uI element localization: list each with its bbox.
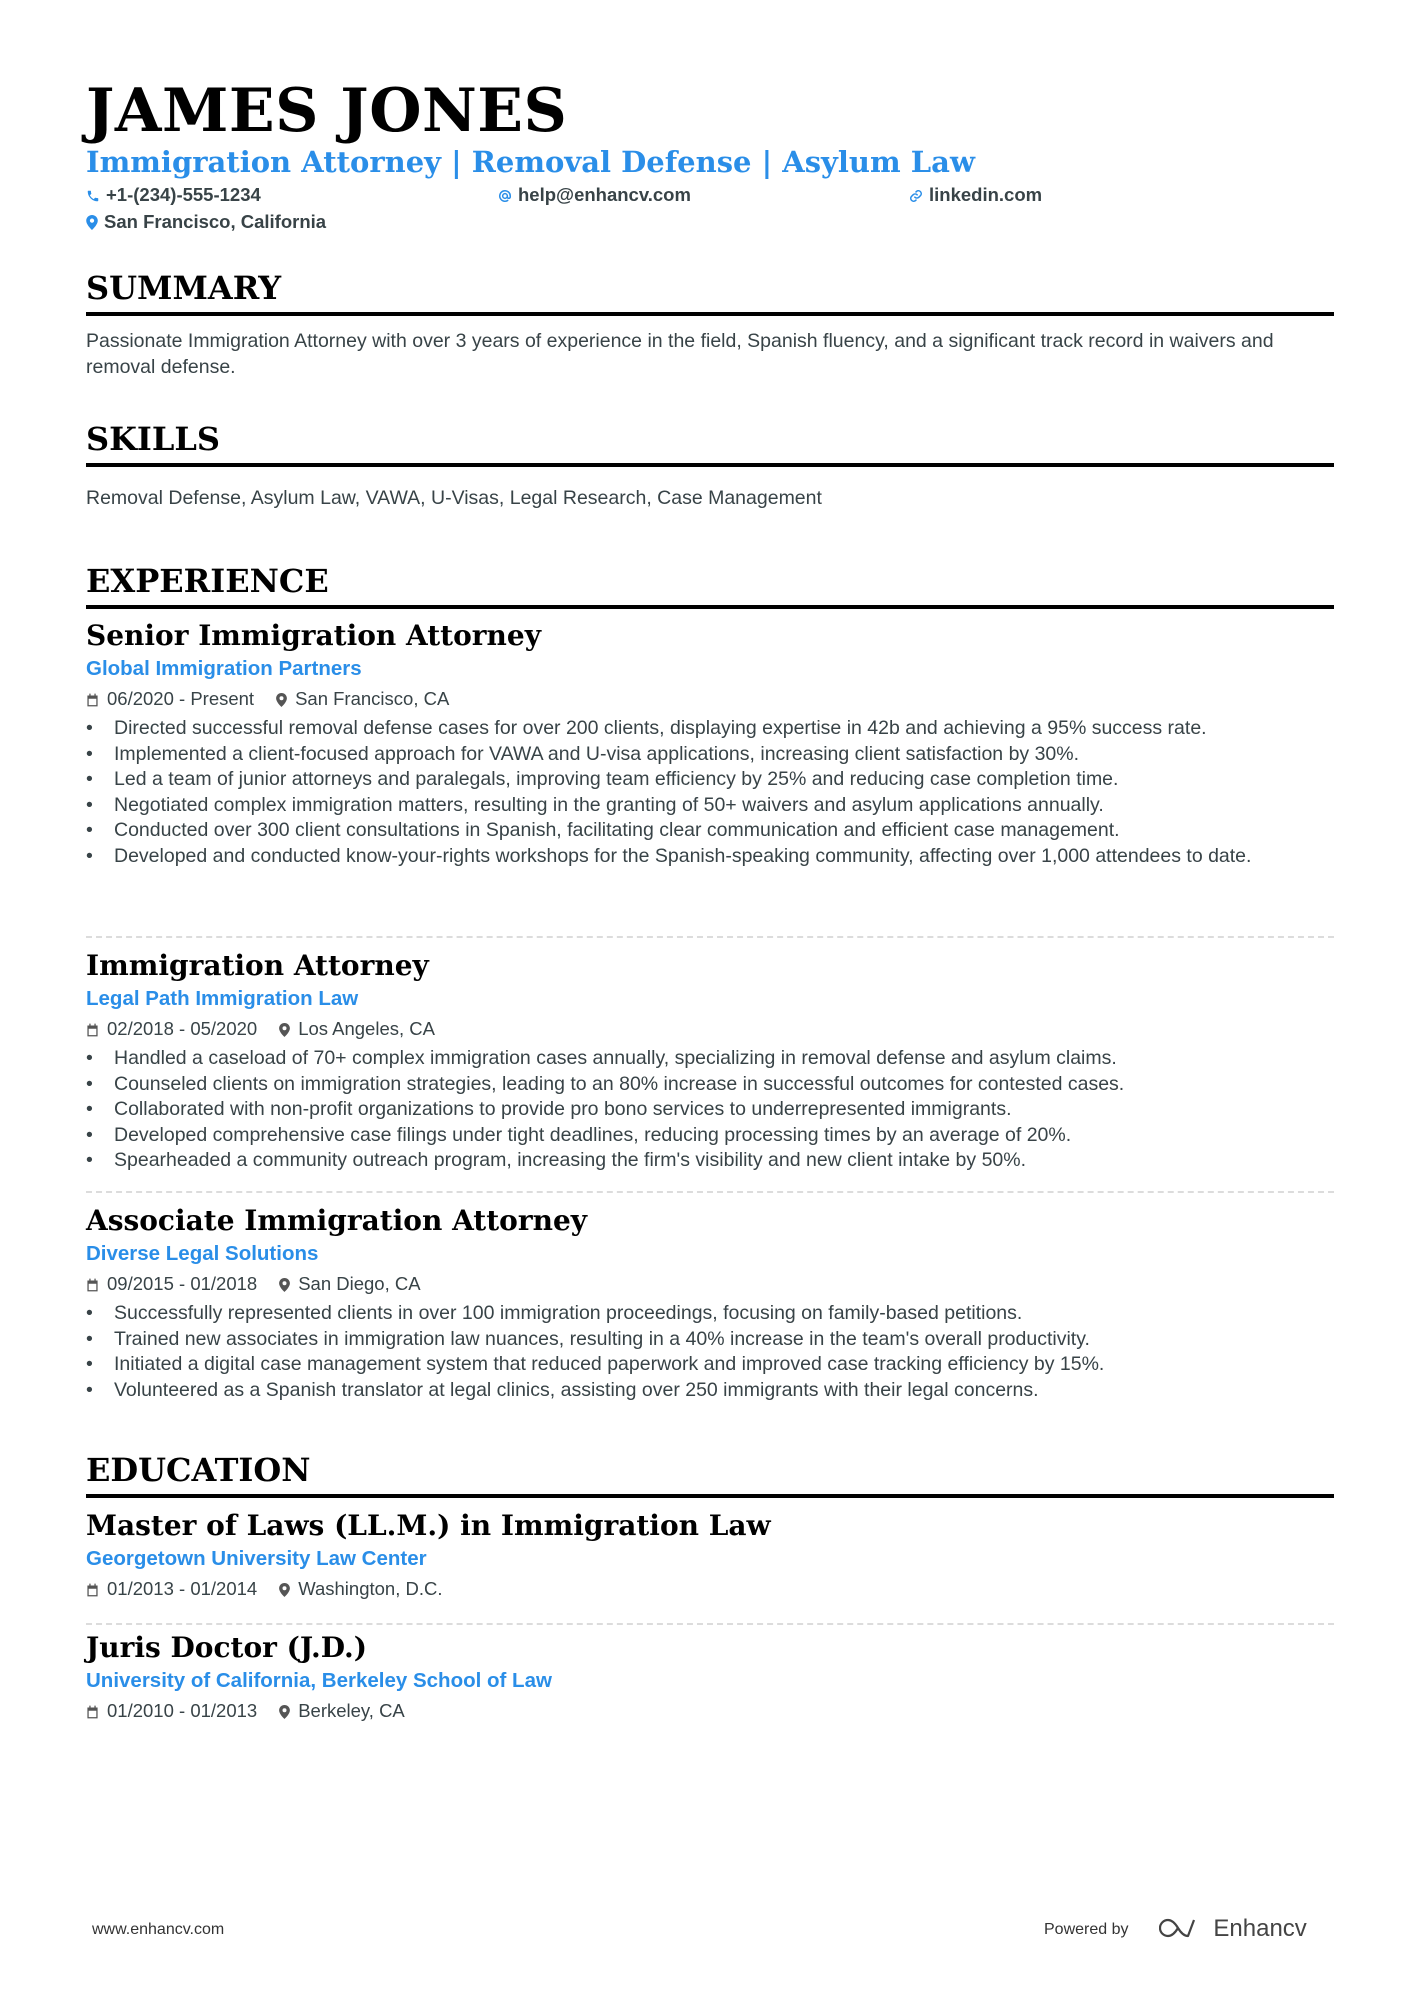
contact-email-text: help@enhancv.com [518,184,691,205]
candidate-tagline: Immigration Attorney | Removal Defense | Asylum Law [86,145,975,179]
job-dates: 09/2015 - 01/2018 [107,1273,258,1294]
list-item: • Developed comprehensive case filings under tight deadlines, reducing processing times by an average of 20%. [86,1123,1334,1149]
contact-phone[interactable] [86,183,261,207]
education-location: Washington, D.C. [298,1578,443,1599]
education-dates: 01/2013 - 01/2014 [107,1578,258,1599]
list-item: • Successfully represented clients in over 100 immigration proceedings, focusing on family-based petitions. [86,1301,1334,1327]
contact-email[interactable] [498,183,691,207]
list-item: • Developed and conducted know-your-rights workshops for the Spanish-speaking community, affecting over 1,000 attendees to date. [86,844,1334,870]
at-icon [498,189,512,203]
list-item: • Counseled clients on immigration strategies, leading to an 80% increase in successful outcomes for contested cases. [86,1072,1334,1098]
list-item: • Directed successful removal defense cases for over 200 clients, displaying expertise in 42b and achieving a 95% success rate. [86,716,1334,742]
job-meta [86,1014,1334,1044]
link-icon [909,189,923,203]
school-name[interactable]: Georgetown University Law Center [86,1547,427,1570]
job-location: San Francisco, CA [295,688,450,709]
company-name[interactable]: Global Immigration Partners [86,657,362,680]
footer-website[interactable]: www.enhancv.com [92,1921,225,1938]
location-pin-icon [279,1705,290,1719]
experience-heading: EXPERIENCE [86,561,1334,609]
school-name[interactable]: University of California, Berkeley School of Law [86,1669,552,1692]
company-name[interactable]: Diverse Legal Solutions [86,1242,319,1265]
education-dates: 01/2010 - 01/2013 [107,1700,258,1721]
contact-linkedin-text: linkedin.com [929,184,1043,205]
list-item: • Volunteered as a Spanish translator at legal clinics, assisting over 250 immigrants with their legal concerns. [86,1378,1334,1404]
skills-heading: SKILLS [86,419,1334,467]
achievement-list [86,1301,1334,1403]
education-meta [86,1574,1334,1604]
contact-location-text: San Francisco, California [104,211,327,232]
contact-location [86,210,326,234]
calendar-icon [86,693,99,707]
location-pin-icon [86,215,98,230]
footer-branding[interactable] [1044,1915,1307,1943]
job-title: Senior Immigration Attorney [86,619,541,652]
skills-text: Removal Defense, Asylum Law, VAWA, U-Visas, Legal Research, Case Management [86,487,822,509]
job-meta [86,684,1334,714]
list-item: • Led a team of junior attorneys and paralegals, improving team efficiency by 25% and reducing case completion time. [86,767,1334,793]
list-item: • Implemented a client-focused approach for VAWA and U-visa applications, increasing client satisfaction by 30%. [86,742,1334,768]
job-meta [86,1269,1334,1299]
job-location: Los Angeles, CA [298,1018,435,1039]
education-location: Berkeley, CA [298,1700,405,1721]
location-pin-icon [276,693,287,707]
education-heading: EDUCATION [86,1450,1334,1498]
job-dates: 06/2020 - Present [107,688,255,709]
summary-text: Passionate Immigration Attorney with over 3 years of experience in the field, Spanish fluency, and a significant track record in waivers and removal defense. [86,330,1274,378]
education-entry [86,1630,1334,1726]
list-item: • Initiated a digital case management system that reduced paperwork and improved case tracking efficiency by 15%. [86,1352,1334,1378]
candidate-name: JAMES JONES [86,76,568,146]
contact-linkedin[interactable] [909,183,1042,207]
calendar-icon [86,1023,99,1037]
job-title: Associate Immigration Attorney [86,1204,588,1237]
calendar-icon [86,1583,99,1597]
degree-title: Master of Laws (LL.M.) in Immigration Law [86,1509,771,1542]
location-pin-icon [279,1583,290,1597]
list-item: • Collaborated with non-profit organizations to provide pro bono services to underrepresented immigrants. [86,1097,1334,1123]
achievement-list [86,1046,1334,1174]
phone-icon [86,189,100,203]
job-title: Immigration Attorney [86,949,429,982]
entry-divider [86,1191,1334,1193]
list-item: • Conducted over 300 client consultations in Spanish, facilitating clear communication and efficient case management. [86,818,1334,844]
job-location: San Diego, CA [298,1273,421,1294]
brand-name: Enhancv [1213,1915,1307,1942]
calendar-icon [86,1705,99,1719]
company-name[interactable]: Legal Path Immigration Law [86,987,359,1010]
enhancv-logo-icon [1159,1916,1205,1940]
list-item: • Handled a caseload of 70+ complex immigration cases annually, specializing in removal defense and asylum claims. [86,1046,1334,1072]
location-pin-icon [279,1023,290,1037]
job-dates: 02/2018 - 05/2020 [107,1018,258,1039]
education-meta [86,1696,1334,1726]
list-item: • Spearheaded a community outreach program, increasing the firm's visibility and new client intake by 50%. [86,1148,1334,1174]
contact-phone-text: +1-(234)-555-1234 [106,184,261,205]
experience-entry [86,948,1334,1174]
list-item: • Negotiated complex immigration matters, resulting in the granting of 50+ waivers and asylum applications annually. [86,793,1334,819]
education-entry [86,1508,1334,1604]
summary-heading: SUMMARY [86,268,1334,316]
list-item: • Trained new associates in immigration law nuances, resulting in a 40% increase in the team's overall productivity. [86,1327,1334,1353]
entry-divider [86,936,1334,938]
experience-entry [86,1203,1334,1403]
achievement-list [86,716,1334,869]
calendar-icon [86,1278,99,1292]
entry-divider [86,1623,1334,1625]
degree-title: Juris Doctor (J.D.) [86,1631,367,1664]
location-pin-icon [279,1278,290,1292]
powered-by-label: Powered by [1044,1921,1129,1938]
experience-entry [86,618,1334,869]
